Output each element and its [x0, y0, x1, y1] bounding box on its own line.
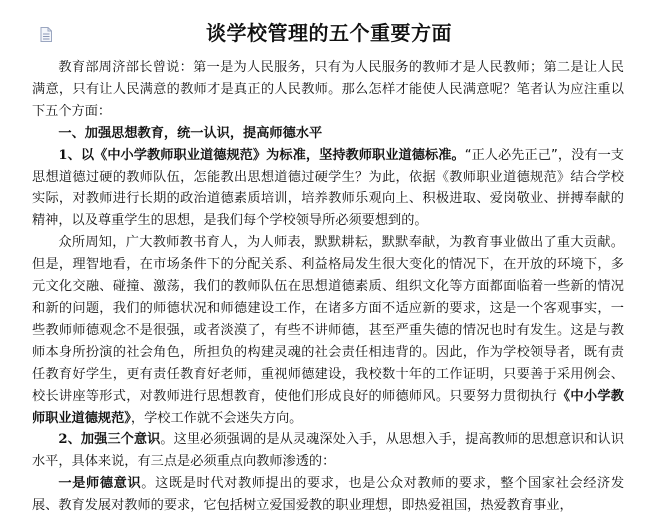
paragraph-situation-text: 众所周知，广大教师教书育人，为人师表，默默耕耘，默默奉献，为教育事业做出了重大贡献。但是，理智地看，在市场条件下的分配关系、利益格局发生很大变化的情况下，在开放的环境下，多元文化交融、碰撞、激荡，我们的教师队伍在思想道德素质、组织文化等方面都面临着一些新的情况和新的问题，我们的师德状况和师德建设工作，在诸多方面不适应新的要求，这是一个客观事实，一些教师师德观念不是很强，或者淡漠了，有些不讲师德，甚至严重失德的情况也时有发生。这是与教师本身所扮演的社会角色，所担负的构建灵魂的社会责任相违背的。因此，作为学校领导者，既有责任教育好学生，更有责任教育好老师，重视师德建设，我校数十年的工作证明，只要善于采用例会、校长讲座等形式，对教师进行思想教育，使他们形成良好的师德师风。只要努力贯彻执行 [32, 235, 624, 404]
paragraph-situation-end: ，学校工作就不会迷失方向。 [130, 410, 303, 426]
subheading-three-awareness: 2、加强三个意识 [58, 432, 161, 448]
paragraph-ethics-awareness-text: 。这既是时代对教师提出的要求，也是公众对教师的要求，整个国家社会经济发展、教育发展对教师的要求，它包括树立爱国爱教的职业理想，即热爱祖国，热爱教育事业， [32, 476, 625, 514]
document-body [32, 57, 624, 517]
paragraph-three-awareness [32, 429, 624, 473]
paragraph-three-awareness-text: 。这里必须强调的是从灵魂深处入手，从思想入手，提高教师的思想意识和认识水平，具体来说，有三点是必须重点向教师渗透的： [32, 432, 624, 470]
paragraph-ethics-awareness [32, 473, 624, 517]
paragraph-situation [32, 232, 624, 429]
intro-paragraph: 教育部周济部长曾说：第一是为人民服务，只有为人民服务的教师才是人民教师；第二是让人民满意，只有让人民满意的教师才是真正的人民教师。那么怎样才能使人民满意呢？笔者认为应注重以下五个方面： [32, 60, 624, 119]
inline-bold-regulation: 《中小学教师职业道德规范》 [32, 388, 624, 426]
paragraph-standard [32, 145, 624, 233]
paragraph-standard-text: “正人必先正己”，没有一支思想道德过硬的教师队伍，怎能教出思想道德过硬学生？为此，依据《教师职业道德规范》结合学校实际，对教师进行长期的政治道德素质培训，培养教师乐观向上、积极进取、爱岗敬业、拼搏奉献的精神，以及尊重学生的思想，是我们每个学校领导所必须要想到的。 [32, 147, 624, 229]
subheading-ethics-awareness: 一是师德意识 [58, 476, 142, 492]
subheading-standard: 1、以《中小学教师职业道德规范》为标准，坚持教师职业道德标准。 [58, 147, 465, 163]
section-heading: 一、加强思想教育，统一认识，提高师德水平 [58, 125, 323, 141]
document-title: 谈学校管理的五个重要方面 [206, 21, 452, 45]
